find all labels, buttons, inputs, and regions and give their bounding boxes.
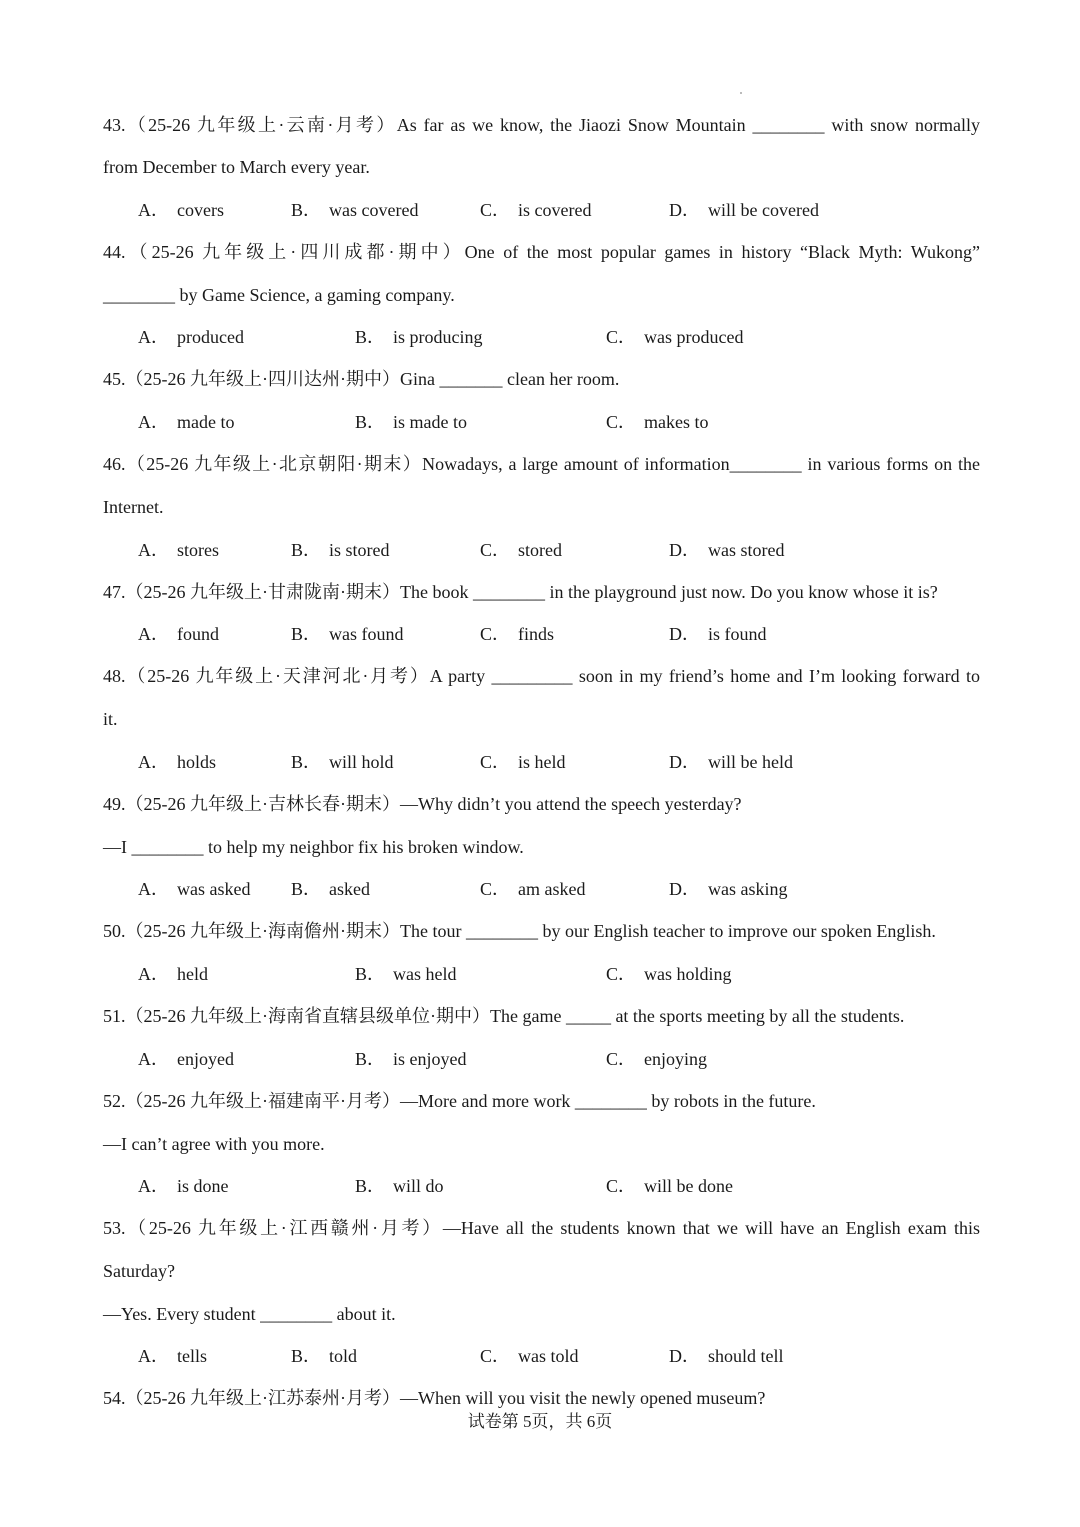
option-text: is made to bbox=[393, 412, 468, 432]
option-letter: A． bbox=[138, 327, 169, 347]
option-letter: D． bbox=[669, 1346, 700, 1366]
option-letter: D． bbox=[669, 879, 700, 899]
question-47-options bbox=[0, 622, 1080, 646]
option-c bbox=[480, 750, 566, 774]
option-letter: A． bbox=[138, 879, 169, 899]
option-letter: A． bbox=[138, 964, 169, 984]
question-46-options bbox=[0, 538, 1080, 562]
option-letter: C． bbox=[480, 200, 511, 220]
option-text: is producing bbox=[393, 327, 483, 347]
option-letter: B． bbox=[355, 327, 386, 347]
option-text: is found bbox=[708, 624, 767, 644]
option-letter: B． bbox=[291, 1346, 322, 1366]
option-letter: C． bbox=[606, 412, 637, 432]
option-letter: D． bbox=[669, 752, 700, 772]
question-43-options bbox=[0, 198, 1080, 222]
option-a bbox=[138, 410, 234, 434]
option-letter: A． bbox=[138, 1176, 169, 1196]
option-text: makes to bbox=[644, 412, 709, 432]
option-letter: C． bbox=[606, 964, 637, 984]
option-a bbox=[138, 877, 250, 901]
option-letter: B． bbox=[355, 1176, 386, 1196]
option-text: will be held bbox=[708, 752, 793, 772]
option-letter: C． bbox=[606, 1049, 637, 1069]
option-a bbox=[138, 1344, 207, 1368]
question-50-options bbox=[0, 962, 1080, 986]
option-a bbox=[138, 1047, 234, 1071]
question-50-line: 50.（25-26 九年级上·海南儋州·期末）The tour ________ by our English teacher to improve our spoken English. bbox=[103, 921, 936, 941]
option-b bbox=[355, 1047, 467, 1071]
option-a bbox=[138, 962, 208, 986]
option-text: was asked bbox=[177, 879, 251, 899]
question-52-options bbox=[0, 1174, 1080, 1198]
question-51-line: 51.（25-26 九年级上·海南省直辖县级单位·期中）The game _____ at the sports meeting by all the students. bbox=[103, 1006, 905, 1026]
option-text: made to bbox=[177, 412, 235, 432]
question-53-options bbox=[0, 1344, 1080, 1368]
option-text: will be covered bbox=[708, 200, 819, 220]
option-b bbox=[355, 962, 457, 986]
question-52-line: —I can’t agree with you more. bbox=[103, 1134, 325, 1154]
option-letter: B． bbox=[355, 412, 386, 432]
option-c bbox=[606, 1174, 733, 1198]
option-letter: D． bbox=[669, 540, 700, 560]
question-45-options bbox=[0, 410, 1080, 434]
option-text: asked bbox=[329, 879, 370, 899]
option-letter: B． bbox=[291, 200, 322, 220]
option-letter: A． bbox=[138, 1049, 169, 1069]
option-letter: C． bbox=[480, 752, 511, 772]
question-43-line: 43.（25-26 九年级上·云南·月考）As far as we know, the Jiaozi Snow Mountain ________ with snow normally bbox=[103, 115, 980, 135]
option-d bbox=[669, 198, 819, 222]
option-text: produced bbox=[177, 327, 244, 347]
option-text: stored bbox=[518, 540, 563, 560]
option-letter: B． bbox=[291, 624, 322, 644]
page-footer: 试卷第 5页，共 6页 bbox=[467, 1412, 613, 1431]
scan-speck bbox=[740, 92, 742, 94]
option-text: will be done bbox=[644, 1176, 733, 1196]
option-d bbox=[669, 750, 793, 774]
option-letter: D． bbox=[669, 624, 700, 644]
option-letter: A． bbox=[138, 412, 169, 432]
question-53-line: —Yes. Every student ________ about it. bbox=[103, 1304, 396, 1324]
option-a bbox=[138, 198, 224, 222]
option-letter: B． bbox=[355, 1049, 386, 1069]
option-a bbox=[138, 325, 244, 349]
option-b bbox=[355, 1174, 444, 1198]
option-c bbox=[606, 325, 743, 349]
option-c bbox=[480, 538, 562, 562]
option-text: was holding bbox=[644, 964, 732, 984]
option-letter: D． bbox=[669, 200, 700, 220]
option-letter: B． bbox=[291, 540, 322, 560]
option-text: is enjoyed bbox=[393, 1049, 467, 1069]
option-letter: B． bbox=[291, 879, 322, 899]
option-d bbox=[669, 877, 788, 901]
question-49-options bbox=[0, 877, 1080, 901]
question-53-line: Saturday? bbox=[103, 1261, 175, 1281]
question-44-options bbox=[0, 325, 1080, 349]
question-47-line: 47.（25-26 九年级上·甘肃陇南·期末）The book ________ in the playground just now. Do you know whose it is? bbox=[103, 582, 938, 602]
option-c bbox=[606, 1047, 707, 1071]
option-c bbox=[606, 962, 732, 986]
option-c bbox=[480, 877, 586, 901]
option-text: is covered bbox=[518, 200, 592, 220]
option-a bbox=[138, 538, 219, 562]
option-text: found bbox=[177, 624, 219, 644]
question-46-line: Internet. bbox=[103, 497, 164, 517]
option-letter: C． bbox=[480, 1346, 511, 1366]
option-text: was covered bbox=[329, 200, 419, 220]
option-d bbox=[669, 1344, 784, 1368]
option-b bbox=[355, 410, 467, 434]
question-54-line: 54.（25-26 九年级上·江苏泰州·月考）—When will you visit the newly opened museum? bbox=[103, 1388, 766, 1408]
option-text: finds bbox=[518, 624, 555, 644]
question-48-line: it. bbox=[103, 709, 118, 729]
option-letter: A． bbox=[138, 752, 169, 772]
option-text: held bbox=[177, 964, 208, 984]
option-text: is stored bbox=[329, 540, 390, 560]
option-text: enjoyed bbox=[177, 1049, 234, 1069]
option-letter: B． bbox=[355, 964, 386, 984]
option-b bbox=[291, 1344, 357, 1368]
option-b bbox=[291, 198, 418, 222]
option-text: covers bbox=[177, 200, 224, 220]
option-c bbox=[480, 198, 591, 222]
option-letter: C． bbox=[606, 1176, 637, 1196]
option-text: was told bbox=[518, 1346, 579, 1366]
option-letter: B． bbox=[291, 752, 322, 772]
option-b bbox=[291, 538, 390, 562]
option-text: is held bbox=[518, 752, 566, 772]
option-c bbox=[480, 622, 554, 646]
option-letter: C． bbox=[606, 327, 637, 347]
option-letter: C． bbox=[480, 540, 511, 560]
option-b bbox=[291, 622, 404, 646]
question-48-line: 48.（25-26 九年级上·天津河北·月考）A party _________ soon in my friend’s home and I’m looking forward to bbox=[103, 666, 980, 686]
option-text: stores bbox=[177, 540, 219, 560]
option-letter: A． bbox=[138, 200, 169, 220]
option-text: was produced bbox=[644, 327, 744, 347]
question-44-line: 44.（25-26 九年级上·四川成都·期中）One of the most popular games in history “Black Myth: Wukong” bbox=[103, 242, 980, 262]
option-text: tells bbox=[177, 1346, 207, 1366]
question-45-line: 45.（25-26 九年级上·四川达州·期中）Gina _______ clean her room. bbox=[103, 369, 620, 389]
option-letter: A． bbox=[138, 624, 169, 644]
question-51-options bbox=[0, 1047, 1080, 1071]
question-43-line: from December to March every year. bbox=[103, 157, 370, 177]
option-text: should tell bbox=[708, 1346, 784, 1366]
question-49-line: 49.（25-26 九年级上·吉林长春·期末）—Why didn’t you attend the speech yesterday? bbox=[103, 794, 742, 814]
option-text: told bbox=[329, 1346, 358, 1366]
question-52-line: 52.（25-26 九年级上·福建南平·月考）—More and more work ________ by robots in the future. bbox=[103, 1091, 816, 1111]
option-text: is done bbox=[177, 1176, 229, 1196]
option-letter: C． bbox=[480, 624, 511, 644]
option-text: was held bbox=[393, 964, 457, 984]
option-letter: C． bbox=[480, 879, 511, 899]
option-a bbox=[138, 750, 216, 774]
question-46-line: 46.（25-26 九年级上·北京朝阳·期末）Nowadays, a large amount of information________ in various forms on the bbox=[103, 454, 980, 474]
option-letter: A． bbox=[138, 540, 169, 560]
option-text: holds bbox=[177, 752, 217, 772]
option-d bbox=[669, 622, 767, 646]
option-a bbox=[138, 1174, 229, 1198]
option-text: am asked bbox=[518, 879, 586, 899]
question-48-options bbox=[0, 750, 1080, 774]
option-text: will do bbox=[393, 1176, 444, 1196]
option-b bbox=[355, 325, 483, 349]
option-text: was asking bbox=[708, 879, 788, 899]
option-text: was stored bbox=[708, 540, 785, 560]
option-b bbox=[291, 750, 394, 774]
option-text: will hold bbox=[329, 752, 394, 772]
option-b bbox=[291, 877, 370, 901]
question-44-line: ________ by Game Science, a gaming company. bbox=[103, 285, 455, 305]
option-text: enjoying bbox=[644, 1049, 708, 1069]
option-c bbox=[606, 410, 709, 434]
option-c bbox=[480, 1344, 579, 1368]
option-letter: A． bbox=[138, 1346, 169, 1366]
question-49-line: —I ________ to help my neighbor fix his broken window. bbox=[103, 837, 524, 857]
option-a bbox=[138, 622, 219, 646]
question-53-line: 53.（25-26 九年级上·江西赣州·月考）—Have all the students known that we will have an English exam this bbox=[103, 1218, 980, 1238]
option-d bbox=[669, 538, 784, 562]
option-text: was found bbox=[329, 624, 404, 644]
